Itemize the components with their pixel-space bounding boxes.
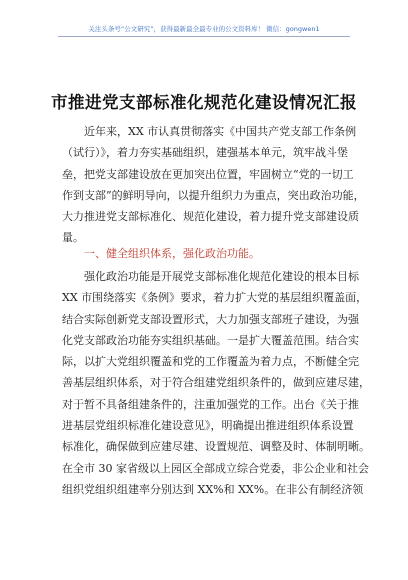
text-line: 在全市 30 家省级以上园区全部成立综合党委，非公企业和社会 bbox=[62, 461, 369, 475]
document-title: 市推进党支部标准化规范化建设情况汇报 bbox=[51, 93, 357, 112]
text-line: XX 市围绕落实《条例》要求，着力扩大党的基层组织覆盖面， bbox=[62, 291, 368, 305]
text-line: 组织党组织组建率分别达到 XX%和 XX%。在非公有制经济领 bbox=[62, 482, 364, 496]
text-line: 善基层组织体系，对于符合组建党组织条件的，做到应建尽建， bbox=[62, 376, 370, 390]
paragraph-intro bbox=[62, 121, 365, 249]
text-line: 作到支部”的鲜明导向，以提升组织力为重点，突出政治功能， bbox=[62, 188, 365, 202]
paragraph-section-1 bbox=[62, 266, 370, 500]
text-line: 进基层党组织标准化建设意见》，明确提出推进组织体系设置 bbox=[62, 419, 354, 433]
text-line: 近年来，XX 市认真贯彻落实《中国共产党支部工作条例 bbox=[84, 125, 357, 138]
text-line: 标准化，确保做到应建尽建、设置规范、调整及时、体制明晰。 bbox=[62, 440, 370, 454]
text-line: 垒，把党支部建设放在更加突出位置，牢固树立“党的一切工 bbox=[62, 167, 354, 181]
text-line: 际，以扩大党组织覆盖和党的工作覆盖为着力点，不断健全完 bbox=[62, 355, 359, 369]
section-heading-1: 一、健全组织体系，强化政治功能。 bbox=[84, 247, 260, 260]
text-line: 量。 bbox=[62, 231, 84, 245]
header-divider bbox=[58, 36, 350, 37]
header-promo-note: 关注头条号“公文研究”，获得最新最全最专业的公文资料库！ 微信：gongwen1 bbox=[88, 25, 320, 33]
text-line: 大力推进党支部标准化、规范化建设，着力提升党支部建设质 bbox=[62, 210, 359, 224]
text-line: 结合实际创新党支部设置形式，大力加强支部班子建设，为强 bbox=[62, 312, 359, 326]
text-line: 化党支部政治功能夯实组织基础。一是扩大覆盖范围。结合实 bbox=[62, 333, 359, 347]
text-line: 对于暂不具备组建条件的，注重加强党的工作。出台《关于推 bbox=[62, 397, 359, 411]
text-line: 强化政治功能是开展党支部标准化规范化建设的根本目标 bbox=[84, 270, 359, 283]
text-line: （试行）》，着力夯实基础组织，建强基本单元，筑牢战斗堡 bbox=[62, 146, 348, 160]
